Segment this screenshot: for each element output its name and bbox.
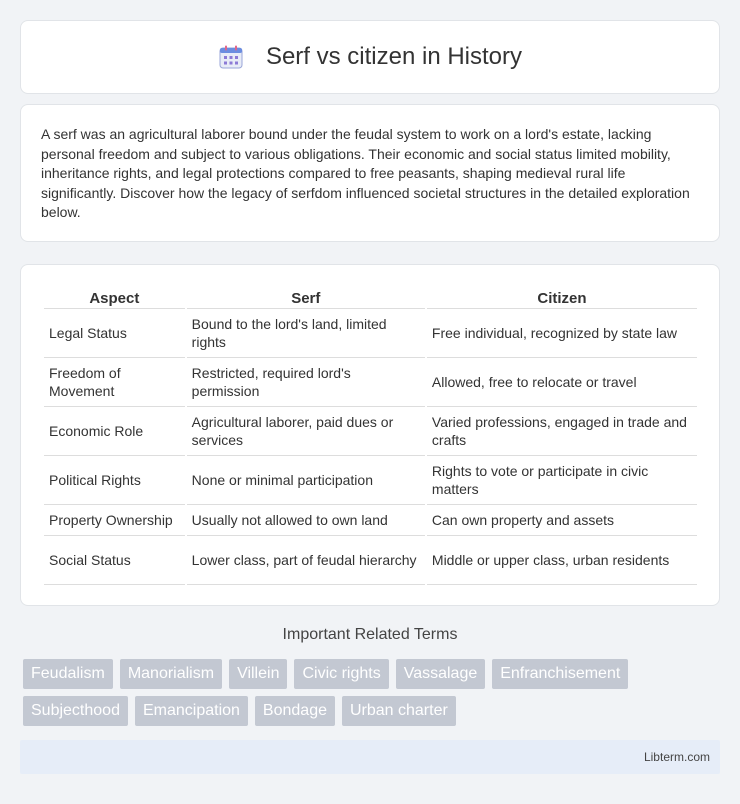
intro-card — [20, 104, 720, 242]
footer-site-link[interactable]: Libterm.com — [643, 750, 710, 764]
cell-serf: Restricted, required lord's permission — [187, 358, 425, 407]
term-tag[interactable]: Villein — [229, 659, 287, 689]
term-tag[interactable]: Enfranchisement — [492, 659, 628, 689]
calendar-icon — [218, 44, 244, 70]
term-tag[interactable]: Manorialism — [120, 659, 222, 689]
term-tag[interactable]: Urban charter — [342, 696, 456, 726]
table-header-row — [44, 285, 697, 309]
comparison-card — [20, 264, 720, 606]
table-row — [44, 407, 697, 456]
term-tag[interactable]: Subjecthood — [23, 696, 128, 726]
term-tag[interactable]: Bondage — [255, 696, 335, 726]
intro-text: A serf was an agricultural laborer bound under the feudal system to work on a lord's estate, lacking personal freedom and subject to various obligations. Their economic and social status limited mobility, inheritance rights, and legal protections compared to free peasants, shaping medieval rural life significantly. Discover how the legacy of serfdom influenced societal structures in the detailed exploration below. — [41, 126, 690, 220]
term-tag[interactable]: Civic rights — [294, 659, 388, 689]
related-terms-title: Important Related Terms — [282, 626, 458, 643]
cell-serf: Usually not allowed to own land — [187, 505, 425, 536]
table-row — [44, 358, 697, 407]
table-row — [44, 309, 697, 358]
footer — [20, 740, 720, 774]
cell-citizen: Middle or upper class, urban residents — [427, 536, 697, 585]
cell-citizen: Free individual, recognized by state law — [427, 309, 697, 358]
term-tag[interactable]: Vassalage — [396, 659, 486, 689]
header-citizen: Citizen — [427, 285, 697, 309]
cell-citizen: Varied professions, engaged in trade and crafts — [427, 407, 697, 456]
header-serf: Serf — [187, 285, 425, 309]
cell-aspect: Legal Status — [44, 309, 185, 358]
cell-serf: Agricultural laborer, paid dues or services — [187, 407, 425, 456]
cell-citizen: Can own property and assets — [427, 505, 697, 536]
page-title: Serf vs citizen in History — [265, 43, 523, 70]
term-tag[interactable]: Emancipation — [135, 696, 248, 726]
cell-serf: Lower class, part of feudal hierarchy — [187, 536, 425, 585]
cell-serf: None or minimal participation — [187, 456, 425, 505]
cell-aspect: Political Rights — [44, 456, 185, 505]
cell-aspect: Freedom of Movement — [44, 358, 185, 407]
cell-serf: Bound to the lord's land, limited rights — [187, 309, 425, 358]
cell-aspect: Social Status — [44, 536, 185, 585]
table-row — [44, 456, 697, 505]
cell-aspect: Property Ownership — [44, 505, 185, 536]
header-aspect: Aspect — [44, 285, 185, 309]
table-row — [44, 505, 697, 536]
comparison-table — [42, 285, 699, 585]
cell-citizen: Allowed, free to relocate or travel — [427, 358, 697, 407]
term-tag[interactable]: Feudalism — [23, 659, 113, 689]
related-terms-list — [23, 659, 723, 733]
cell-citizen: Rights to vote or participate in civic matters — [427, 456, 697, 505]
table-row — [44, 536, 697, 585]
header-card — [20, 20, 720, 94]
cell-aspect: Economic Role — [44, 407, 185, 456]
